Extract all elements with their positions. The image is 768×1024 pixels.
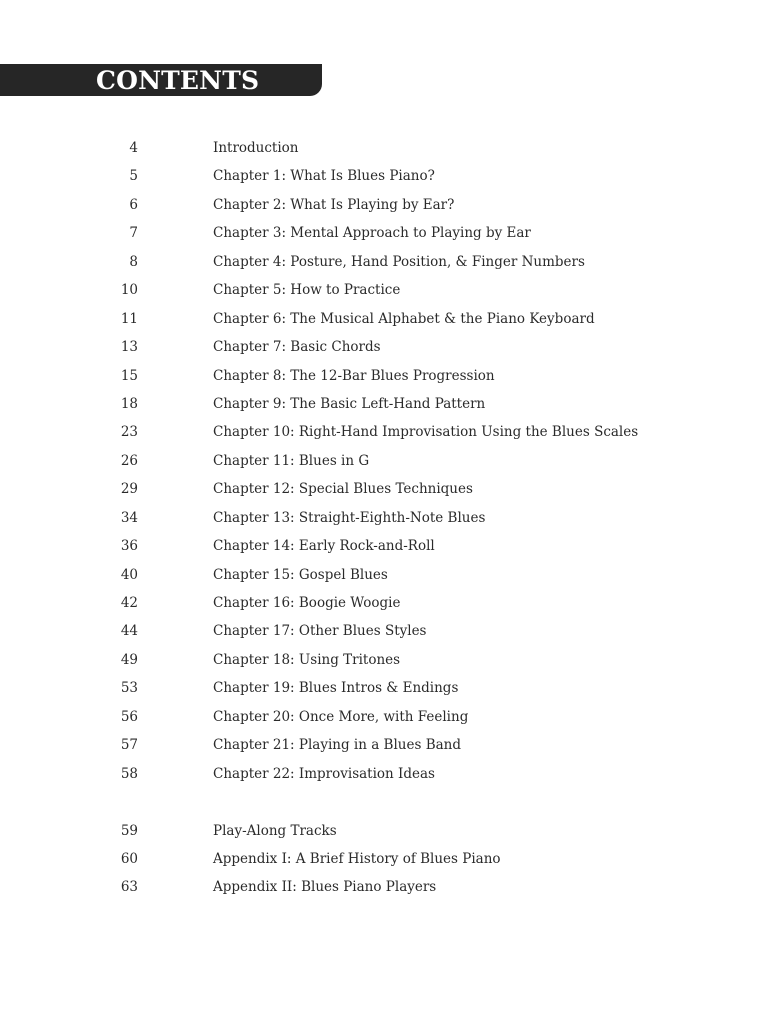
toc-entry[interactable] xyxy=(0,447,768,475)
toc-entry[interactable] xyxy=(0,162,768,190)
toc-entry[interactable] xyxy=(0,390,768,418)
toc-entry-title: Chapter 8: The 12-Bar Blues Progression xyxy=(213,367,495,384)
toc-entry-title: Chapter 15: Gospel Blues xyxy=(213,566,388,583)
toc-entry-title: Chapter 17: Other Blues Styles xyxy=(213,623,427,640)
toc-page-number: 56 xyxy=(120,708,138,725)
toc-entry-title: Chapter 7: Basic Chords xyxy=(213,339,381,356)
toc-entry[interactable] xyxy=(0,646,768,674)
toc-page-number: 11 xyxy=(120,310,138,327)
toc-entry[interactable] xyxy=(0,674,768,702)
toc-entry-title: Appendix II: Blues Piano Players xyxy=(213,879,437,896)
toc-entry-title: Chapter 14: Early Rock-and-Roll xyxy=(213,538,435,555)
toc-entry-title: Chapter 9: The Basic Left-Hand Pattern xyxy=(213,395,486,412)
toc-page-number: 58 xyxy=(120,765,138,782)
toc-entry-title: Chapter 1: What Is Blues Piano? xyxy=(213,168,435,185)
toc-entry[interactable] xyxy=(0,703,768,731)
toc-page-number: 4 xyxy=(129,140,138,156)
toc-entry[interactable] xyxy=(0,817,768,845)
toc-entry[interactable] xyxy=(0,362,768,390)
toc-entry[interactable] xyxy=(0,589,768,617)
table-of-contents xyxy=(0,134,768,902)
toc-page-number: 34 xyxy=(120,509,138,526)
toc-page-number: 13 xyxy=(120,339,138,356)
toc-entry[interactable] xyxy=(0,760,768,788)
toc-entry-title: Chapter 21: Playing in a Blues Band xyxy=(213,737,462,754)
toc-page-number: 23 xyxy=(120,424,138,441)
toc-page-number: 60 xyxy=(120,850,138,867)
toc-page-number: 15 xyxy=(120,367,138,384)
toc-entry[interactable] xyxy=(0,276,768,304)
toc-entry-title: Chapter 11: Blues in G xyxy=(213,452,370,469)
toc-entry[interactable] xyxy=(0,617,768,645)
toc-page-number: 7 xyxy=(129,225,138,242)
toc-entry[interactable] xyxy=(0,561,768,589)
toc-page-number: 36 xyxy=(120,538,138,555)
toc-entry[interactable] xyxy=(0,504,768,532)
toc-entry[interactable] xyxy=(0,873,768,901)
toc-entry-title: Chapter 19: Blues Intros & Endings xyxy=(213,680,459,697)
toc-entry-title: Chapter 6: The Musical Alphabet & the Piano Keyboard xyxy=(213,310,595,327)
toc-entry-title: Chapter 16: Boogie Woogie xyxy=(213,595,401,611)
toc-entry-title: Chapter 2: What Is Playing by Ear? xyxy=(213,196,455,213)
toc-entry[interactable] xyxy=(0,134,768,162)
toc-entry-title: Chapter 22: Improvisation Ideas xyxy=(213,765,435,782)
toc-entry-title: Introduction xyxy=(213,140,299,156)
toc-entry-title: Chapter 20: Once More, with Feeling xyxy=(213,708,469,725)
toc-entry-title: Chapter 5: How to Practice xyxy=(213,282,401,299)
toc-entry-title: Appendix I: A Brief History of Blues Piano xyxy=(213,850,501,867)
toc-entry[interactable] xyxy=(0,191,768,219)
toc-entry[interactable] xyxy=(0,731,768,759)
toc-page-number: 49 xyxy=(120,651,138,668)
toc-entry-title: Chapter 18: Using Tritones xyxy=(213,651,401,668)
toc-page-number: 5 xyxy=(129,168,138,185)
toc-page-number: 26 xyxy=(120,452,138,469)
toc-entry[interactable] xyxy=(0,333,768,361)
toc-page-number: 63 xyxy=(120,879,138,896)
toc-entry[interactable] xyxy=(0,532,768,560)
toc-entry[interactable] xyxy=(0,475,768,503)
toc-page-number: 10 xyxy=(120,282,138,299)
toc-entry-title: Chapter 4: Posture, Hand Position, & Finger Numbers xyxy=(213,253,585,270)
toc-page-number: 8 xyxy=(129,253,138,270)
toc-entry[interactable] xyxy=(0,219,768,247)
toc-entry-title: Play-Along Tracks xyxy=(213,822,337,839)
toc-page-number: 59 xyxy=(120,822,138,839)
page-title: CONTENTS xyxy=(96,66,260,95)
toc-entry-title: Chapter 10: Right-Hand Improvisation Using the Blues Scales xyxy=(213,424,639,441)
toc-page-number: 53 xyxy=(120,680,138,697)
toc-entry-title: Chapter 12: Special Blues Techniques xyxy=(213,481,473,498)
toc-entry-title: Chapter 13: Straight-Eighth-Note Blues xyxy=(213,509,486,526)
toc-page-number: 18 xyxy=(120,395,138,412)
toc-entry[interactable] xyxy=(0,845,768,873)
toc-page-number: 29 xyxy=(120,481,138,498)
toc-page-number: 40 xyxy=(120,566,138,583)
toc-page-number: 42 xyxy=(120,595,138,611)
toc-page-number: 6 xyxy=(129,196,138,213)
toc-entry[interactable] xyxy=(0,305,768,333)
toc-page-number: 57 xyxy=(120,737,138,754)
toc-entry-title: Chapter 3: Mental Approach to Playing by Ear xyxy=(213,225,531,242)
toc-entry[interactable] xyxy=(0,418,768,446)
toc-page-number: 44 xyxy=(120,623,138,640)
toc-entry[interactable] xyxy=(0,248,768,276)
